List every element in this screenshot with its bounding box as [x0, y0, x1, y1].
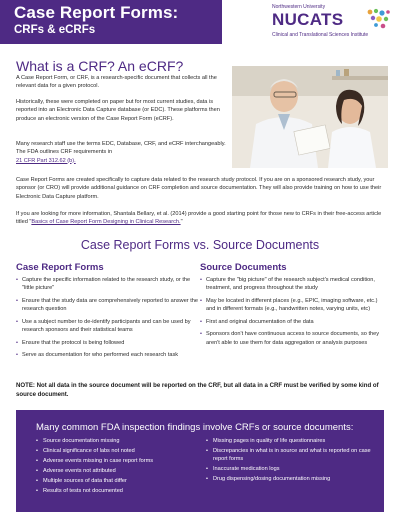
intro-heading: What is a CRF? An eCRF? — [16, 58, 184, 74]
finding-item: • Adverse events not attributed — [36, 468, 196, 475]
verification-note: NOTE: Not all data in the source document will be reported on the CRF, but all data in a CRF must be verified by some kind of source document. — [16, 382, 379, 398]
source-list — [200, 276, 386, 351]
crf-item: • Serve as documentation for who performed each research task — [16, 351, 198, 359]
finding-item: • Clinical significance of labs not noted — [36, 448, 196, 455]
page-header — [0, 0, 400, 44]
source-item: • Capture the "big picture" of the research subject's medical condition, treatment, and progress throughout the study — [200, 276, 386, 293]
crf-item: • Use a subject number to de-identify participants and can be used by research sponsors and their statistical teams — [16, 318, 198, 335]
intro-paragraph-3 — [16, 140, 226, 165]
logo-dots-icon — [366, 8, 392, 30]
intro-paragraph-4: Case Report Forms are created specifically to capture data related to the research study protocol. If you are on a sponsored research study, your sponsor (or CRO) will provide additional guidance on CRF completion and source documentation. They will also provide training on how to use their Electronic Data Capture platform. — [16, 177, 382, 200]
finding-item: • Discrepancies in what is in source and what is reported on case report forms — [206, 448, 372, 463]
finding-item: • Drug dispensing/dosing documentation missing — [206, 476, 372, 483]
intro-paragraph-5-text: If you are looking for more information, Shantala Bellary, et al. (2014) provide a good starting point for those new to CRFs in their free-access article titled " — [16, 211, 382, 226]
article-link[interactable]: Basics of Case Report Form Designing in Clinical Research. — [31, 219, 181, 226]
intro-paragraph-2: Historically, these were completed on paper but for most current studies, data is reported into an Electronic Data Capture database (or EDC). These platforms then produce an electronic version of the Case Report Form (eCRF). — [16, 99, 220, 122]
source-item: • Sponsors don't have continuous access to source documents, so they aren't able to use them for data aggregation or analysis purposes — [200, 330, 386, 347]
intro-paragraph-5 — [16, 210, 388, 227]
title-band — [0, 0, 222, 44]
researchers-photo — [232, 66, 388, 168]
fda-findings-box — [16, 410, 384, 512]
findings-title: Many common FDA inspection findings involve CRFs or source documents: — [36, 422, 354, 433]
crf-column-heading: Case Report Forms — [16, 262, 104, 273]
finding-item: • Adverse events missing in case report forms — [36, 458, 196, 465]
finding-item: • Multiple sources of data that differ — [36, 478, 196, 485]
page-title: Case Report Forms: — [14, 3, 179, 22]
page-subtitle: CRFs & eCRFs — [14, 24, 96, 36]
logo-name: NUCATS — [272, 10, 344, 29]
cfr-link[interactable]: 21 CFR Part 312.62 (b). — [16, 157, 76, 164]
intro-paragraph-1: A Case Report Form, or CRF, is a research-specific document that collects all the relevant data for a given protocol. — [16, 75, 217, 90]
crf-item: • Ensure that the study data are comprehensively reported to answer the research question — [16, 297, 198, 314]
intro-paragraph-5-end: " — [180, 219, 183, 226]
crf-list — [16, 276, 198, 364]
crf-item: • Ensure that the protocol is being followed — [16, 339, 198, 347]
comparison-title: Case Report Forms vs. Source Documents — [80, 238, 320, 252]
findings-left-list — [36, 438, 196, 499]
source-item: • First and original documentation of the data — [200, 318, 386, 326]
intro-paragraph-3-text: Many research staff use the terms EDC, Database, CRF, and eCRF interchangeably. The FDA outlines CRF requirements in — [16, 141, 226, 156]
finding-item: • Source documentation missing — [36, 438, 196, 445]
logo-university: Northwestern University — [272, 4, 326, 10]
crf-item: • Capture the specific information related to the research study, or the "little picture" — [16, 276, 198, 293]
nucats-logo — [272, 4, 394, 42]
source-column-heading: Source Documents — [200, 262, 287, 273]
findings-right-list — [206, 438, 372, 486]
logo-tagline: Clinical and Translational Sciences Institute — [272, 32, 369, 38]
finding-item: • Inaccurate medication logs — [206, 466, 372, 473]
finding-item: • Results of tests not documented — [36, 488, 196, 495]
finding-item: • Missing pages in quality of life questionnaires — [206, 438, 372, 445]
source-item: • May be located in different places (e.g., EPIC, imaging software, etc.) and in different formats (e.g., handwritten notes, varying units, etc) — [200, 297, 386, 314]
